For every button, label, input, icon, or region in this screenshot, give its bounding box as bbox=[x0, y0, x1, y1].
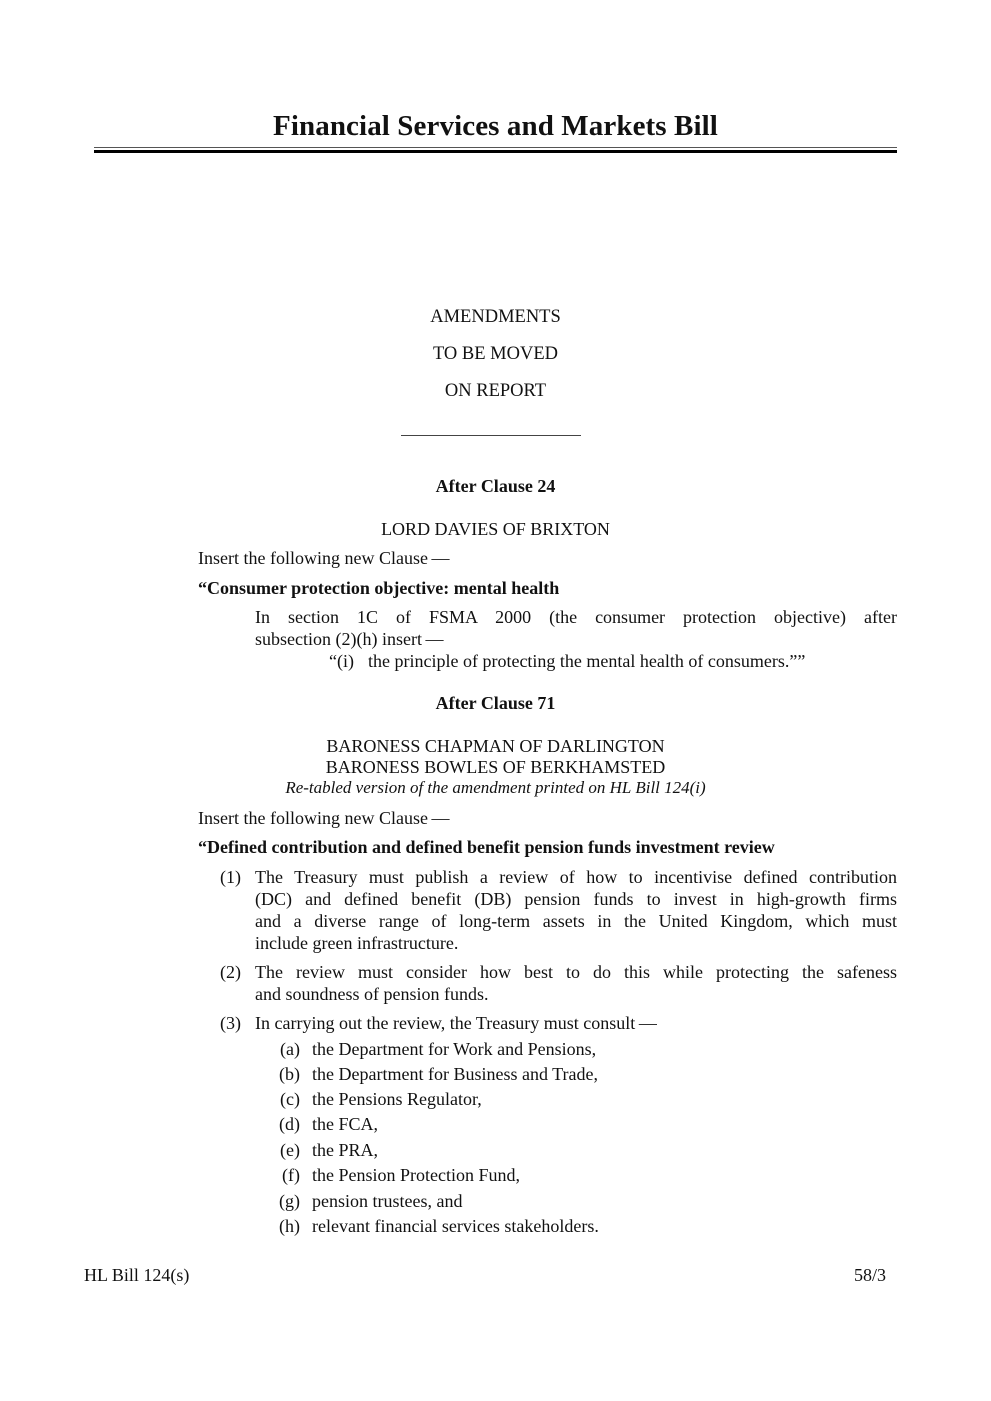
consultee-number: (e) bbox=[280, 1140, 300, 1160]
subsection-1-line: The Treasury must publish a review of how to incentivise defined contribution bbox=[255, 867, 897, 887]
consultee-item: pension trustees, and bbox=[312, 1191, 463, 1211]
subsection-2-line: The review must consider how best to do this while protecting the safeness bbox=[255, 962, 897, 982]
inserted-paragraph-text: the principle of protecting the mental health of consumers.”” bbox=[368, 651, 806, 671]
subsection-1-line: include green infrastructure. bbox=[255, 933, 459, 953]
subsection-2-line: and soundness of pension funds. bbox=[255, 984, 489, 1004]
consultee-number: (d) bbox=[279, 1114, 300, 1134]
subsection-3-line: In carrying out the review, the Treasury must consult — bbox=[255, 1013, 657, 1033]
consultee-number: (h) bbox=[279, 1216, 300, 1236]
consultee-item: the Pensions Regulator, bbox=[312, 1089, 482, 1109]
subsection-1-line: (DC) and defined benefit (DB) pension funds to invest in high-growth firms bbox=[255, 889, 897, 909]
footer-bill-reference: HL Bill 124(s) bbox=[84, 1265, 190, 1285]
consultee-number: (c) bbox=[280, 1089, 300, 1109]
consultee-item: the PRA, bbox=[312, 1140, 379, 1160]
clause-title-pension-review: “Defined contribution and defined benefit pension funds investment review bbox=[198, 837, 775, 857]
insert-instruction: Insert the following new Clause — bbox=[198, 548, 450, 568]
consultee-number: (b) bbox=[279, 1064, 300, 1084]
cover-line-on-report: ON REPORT bbox=[444, 381, 547, 401]
clause-body-line-1: In section 1C of FSMA 2000 (the consumer protection objective) after bbox=[255, 607, 897, 627]
cover-line-amendments: AMENDMENTS bbox=[430, 307, 561, 327]
amendment-heading-clause-24: After Clause 24 bbox=[435, 476, 556, 496]
sponsor-name: LORD DAVIES OF BRIXTON bbox=[381, 519, 610, 539]
clause-title-mental-health: “Consumer protection objective: mental health bbox=[198, 578, 560, 598]
consultee-number: (g) bbox=[279, 1191, 300, 1211]
inserted-paragraph-number: “(i) bbox=[329, 651, 354, 671]
consultee-number: (a) bbox=[280, 1039, 300, 1059]
consultee-item: the FCA, bbox=[312, 1114, 379, 1134]
cover-line-to-be-moved: TO BE MOVED bbox=[432, 344, 559, 364]
subsection-number: (2) bbox=[220, 962, 241, 982]
section-divider bbox=[401, 435, 581, 436]
consultee-number: (f) bbox=[282, 1165, 300, 1185]
amendment-heading-clause-71: After Clause 71 bbox=[435, 693, 556, 713]
clause-body-line-2: subsection (2)(h) insert — bbox=[255, 629, 444, 649]
insert-instruction: Insert the following new Clause — bbox=[198, 808, 450, 828]
subsection-number: (3) bbox=[220, 1013, 241, 1033]
retabled-note: Re-tabled version of the amendment printed on HL Bill 124(i) bbox=[285, 778, 706, 797]
subsection-1-line: and a diverse range of long-term assets in the United Kingdom, which must bbox=[255, 911, 897, 931]
document-title: Financial Services and Markets Bill bbox=[273, 110, 718, 142]
consultee-item: the Department for Business and Trade, bbox=[312, 1064, 598, 1084]
title-rule-thick bbox=[94, 150, 897, 153]
sponsor-name: BARONESS CHAPMAN OF DARLINGTON bbox=[326, 736, 665, 756]
footer-page-reference: 58/3 bbox=[853, 1265, 886, 1285]
consultee-item: the Pension Protection Fund, bbox=[312, 1165, 520, 1185]
title-rule-thin bbox=[94, 147, 897, 148]
sponsor-name: BARONESS BOWLES OF BERKHAMSTED bbox=[325, 757, 666, 777]
subsection-number: (1) bbox=[220, 867, 241, 887]
consultee-item: relevant financial services stakeholders. bbox=[312, 1216, 599, 1236]
consultee-item: the Department for Work and Pensions, bbox=[312, 1039, 597, 1059]
